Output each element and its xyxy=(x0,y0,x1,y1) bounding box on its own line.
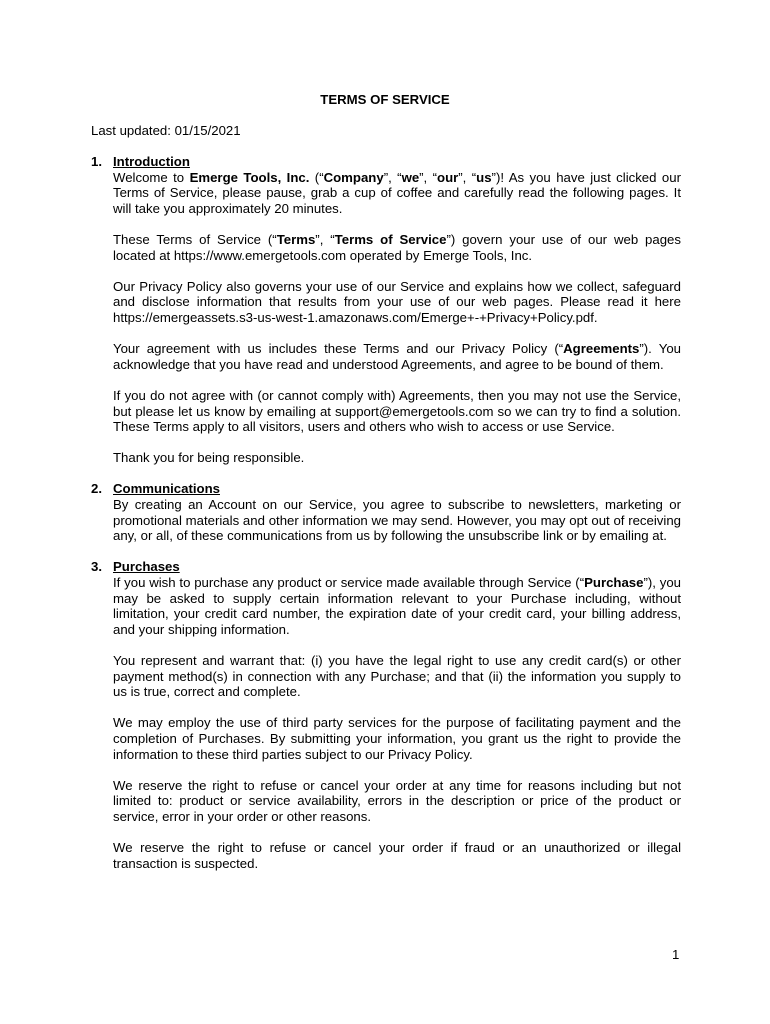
section-heading: Purchases xyxy=(113,559,180,575)
paragraph: You represent and warrant that: (i) you have the legal right to use any credit card(s) or other payment method(s) in connection with any Purchase; and that (ii) the information you supply to us is true, correct and complete. xyxy=(113,653,681,700)
paragraph: We reserve the right to refuse or cancel your order at any time for reasons including but not limited to: product or service availability, errors in the description or price of the product or service, error in your order or other reasons. xyxy=(113,777,681,824)
section-number: 1. xyxy=(91,154,102,169)
paragraph: These Terms of Service (“Terms”, “Terms of Service”) govern your use of our web pages located at https://www.emergetools.com operated by Emerge Tools, Inc. xyxy=(113,231,681,263)
section-introduction xyxy=(91,154,681,466)
paragraph: Our Privacy Policy also governs your use of our Service and explains how we collect, safeguard and disclose information that results from your use of our web pages. Please read it here https://emergeassets.s3-us-west-1.amazonaws.com/Emerge+-+Privacy+Policy.pdf. xyxy=(113,278,681,325)
paragraph: By creating an Account on our Service, you agree to subscribe to newsletters, marketing or promotional materials and other information we may send. However, you may opt out of receiving any, or all, of these communications from us by following the unsubscribe link or by emailing at. xyxy=(113,497,681,544)
paragraph: Welcome to Emerge Tools, Inc. (“Company”, “we”, “our”, “us”)! As you have just clicked our Terms of Service, please pause, grab a cup of coffee and carefully read the following pages. It will take you approximately 20 minutes. xyxy=(113,169,681,216)
paragraph: We may employ the use of third party services for the purpose of facilitating payment and the completion of Purchases. By submitting your information, you grant us the right to provide the information to these third parties subject to our Privacy Policy. xyxy=(113,715,681,762)
page-number: 1 xyxy=(672,947,680,962)
paragraph: If you wish to purchase any product or service made available through Service (“Purchase”), you may be asked to supply certain information relevant to your Purchase including, without limitation, your credit card number, the expiration date of your credit card, your billing address, and your shipping information. xyxy=(113,575,682,637)
sections-list xyxy=(91,154,681,887)
section-number: 3. xyxy=(91,559,102,575)
section-communications xyxy=(91,481,681,543)
paragraph: Thank you for being responsible. xyxy=(113,450,305,466)
section-heading: Introduction xyxy=(113,154,190,169)
section-number: 2. xyxy=(91,481,102,497)
last-updated-date: Last updated: 01/15/2021 xyxy=(91,123,241,138)
paragraph: If you do not agree with (or cannot comply with) Agreements, then you may not use the Service, but please let us know by emailing at support@emergetools.com so we can try to find a solution. These Terms apply to all visitors, users and others who wish to access or use Service. xyxy=(113,387,681,435)
section-heading: Communications xyxy=(113,481,220,497)
paragraph: We reserve the right to refuse or cancel your order if fraud or an unauthorized or illegal transaction is suspected. xyxy=(113,840,681,871)
paragraph: Your agreement with us includes these Terms and our Privacy Policy (“Agreements”). You acknowledge that you have read and understood Agreements, and agree to be bound of them. xyxy=(113,341,681,372)
section-purchases xyxy=(91,559,681,871)
document-title: TERMS OF SERVICE xyxy=(320,92,450,107)
